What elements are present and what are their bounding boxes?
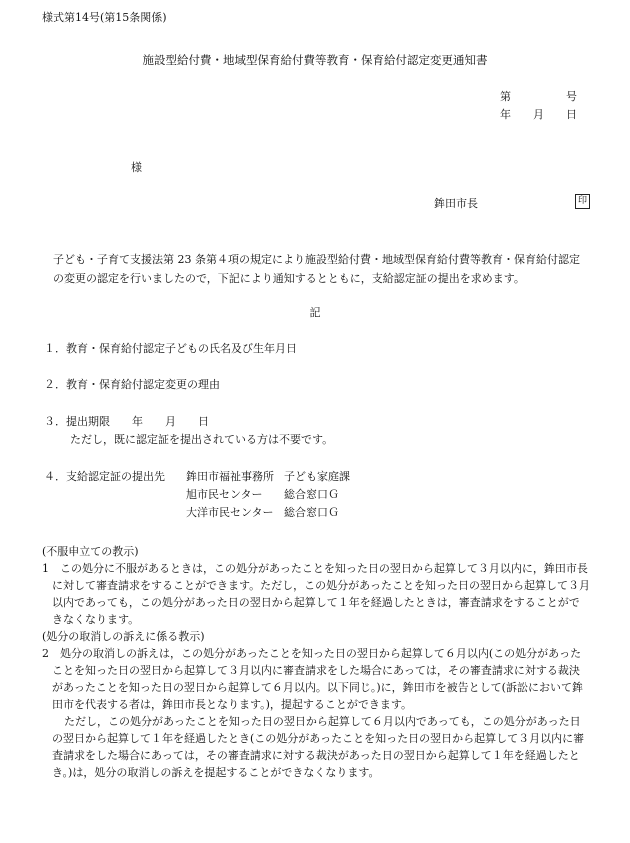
office-department: 総合窓口Ｇ [284,488,339,501]
item-3-label: 提出期限 年 月 日 [66,415,209,428]
item-2 [44,378,220,391]
office-department: 総合窓口Ｇ [284,506,339,519]
appeal-instructions [42,543,590,781]
item-3-number: ３． [44,415,66,428]
ki-heading: 記 [309,306,321,319]
lawsuit-paragraph: 2 処分の取消しの訴えは，この処分があったことを知った日の翌日から起算して６月以内(この処分があったことを知った日の翌日から起算して３月以内に審査請求をした場合にあっては，その審査請求に対する裁決があったことを知った日の翌日から起算して６月以内。以下同じ。)に，鉾田市を被告として(訴訟において鉾田市を代表する者は，鉾田市長となります。)，提起することができます。 [42,647,583,711]
item-3 [44,415,209,428]
item-3-note: ただし，既に認定証を提出されている方は不要です。 [70,433,334,446]
office-row [186,470,350,483]
item-4 [44,470,165,483]
office-name: 鉾田市福祉事務所 [186,470,274,483]
item-4-number: ４． [44,470,66,483]
item-1 [44,342,297,355]
office-department: 子ども家庭課 [284,470,350,483]
appeal-heading: (不服申立ての教示) [42,545,139,558]
item-2-label: 教育・保育給付認定変更の理由 [66,378,220,391]
form-number: 様式第14号(第15条関係) [42,11,167,24]
notice-body-text: 子ども・子育て支援法第 23 条第４項の規定により施設型給付費・地域型保育給付費等教育・保育給付認定の変更の認定を行いましたので，下記により通知するとともに，支給認定証の提出を求めます。 [53,253,580,285]
appeal-paragraph: 1 この処分に不服があるときは，この処分があったことを知った日の翌日から起算して３月以内に，鉾田市長に対して審査請求をすることができます。ただし，この処分があったことを知った日の翌日から起算して３月以内であっても，この処分があった日の翌日から起算して１年を経過したときは，審査請求をすることができなくなります。 [42,562,591,626]
document-title: 施設型給付費・地域型保育給付費等教育・保育給付認定変更通知書 [142,53,488,67]
item-1-number: １． [44,342,66,355]
lawsuit-proviso: ただし，この処分があったことを知った日の翌日から起算して６月以内であっても，この処分があった日の翌日から起算して１年を経過したとき(この処分があったことを知った日の翌日から起算して３月以内に審査請求をした場合にあっては，その審査請求に対する裁決があった日の翌日から起算して１年を経過したとき。)は，処分の取消しの訴えを提起することができなくなります。 [52,715,585,779]
addressee-suffix: 様 [131,161,142,174]
notice-body [42,250,590,288]
item-4-label: 支給認定証の提出先 [66,470,165,483]
number-prefix: 第 [500,90,511,103]
date-year: 年 [500,108,511,121]
office-row [186,506,339,519]
office-row [186,488,339,501]
item-1-label: 教育・保育給付認定子どもの氏名及び生年月日 [66,342,297,355]
number-suffix: 号 [566,90,577,103]
office-name: 大洋市民センター [186,506,274,519]
issuer-name: 鉾田市長 [434,197,478,210]
date-month: 月 [533,108,544,121]
date-day: 日 [566,108,577,121]
office-name: 旭市民センター [186,488,263,501]
seal-mark: 印 [575,194,590,209]
item-2-number: ２． [44,378,66,391]
lawsuit-heading: (処分の取消しの訴えに係る教示) [42,630,205,643]
